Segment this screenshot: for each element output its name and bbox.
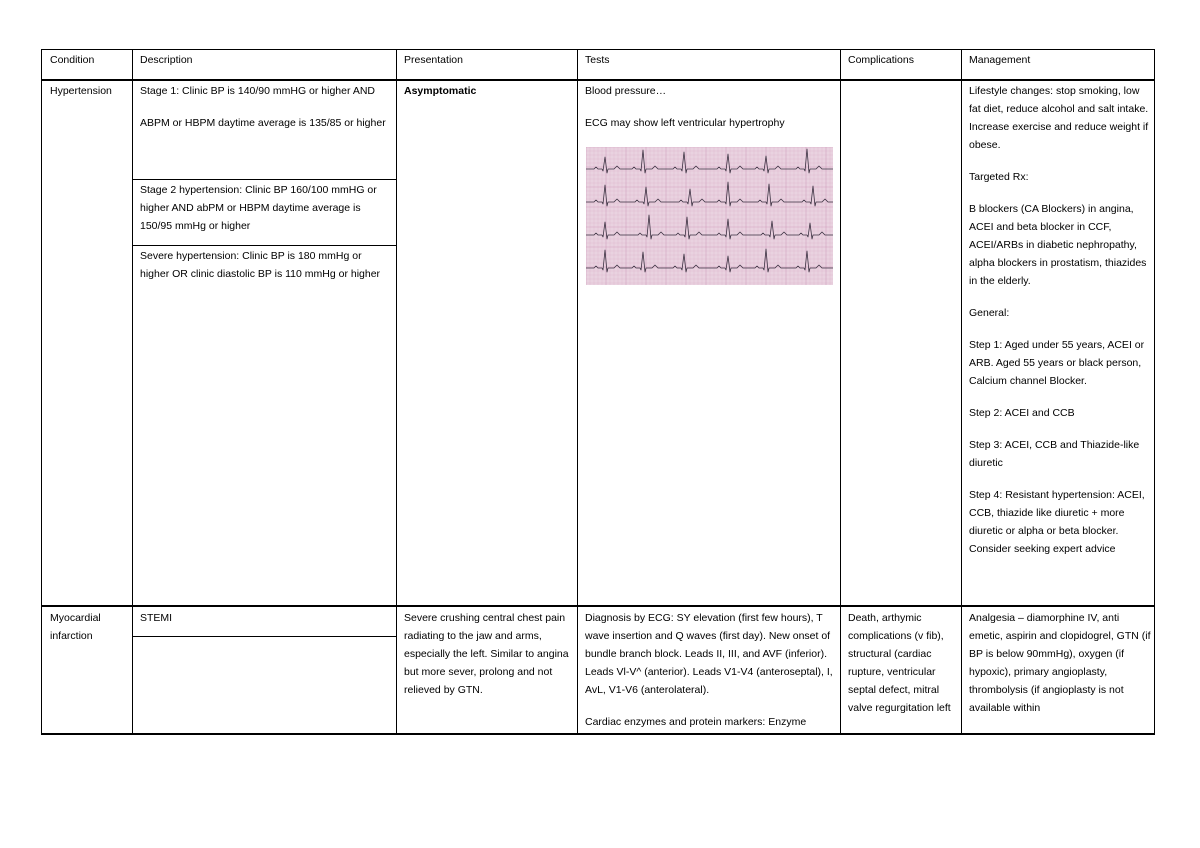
hypertension-condition: Hypertension: [50, 85, 112, 97]
mi-condition: Myocardial infarction: [50, 612, 101, 642]
table-bottom-border: [41, 733, 1155, 735]
management-step-2: Step 2: ACEI and CCB: [969, 407, 1075, 419]
mi-description: STEMI: [140, 612, 173, 624]
hypertension-severe: Severe hypertension: Clinic BP is 180 mmHg or higher OR clinic diastolic BP is 110 mmHg or higher: [140, 250, 381, 280]
hypertension-presentation: Asymptomatic: [404, 85, 477, 97]
table-right-border: [1154, 49, 1155, 735]
stage1-criteria-a: Stage 1: Clinic BP is 140/90 mmHG or higher AND: [140, 85, 375, 97]
stemi-divider: [133, 636, 397, 637]
stage2-divider: [133, 245, 397, 246]
header-condition: Condition: [50, 54, 95, 66]
col-divider-1: [132, 49, 133, 735]
hypertension-stage2: Stage 2 hypertension: Clinic BP 160/100 mmHG or higher AND abPM or HBPM daytime average is 150/95 mmHg or higher: [140, 184, 377, 232]
mi-complications: Death, arthymic complications (v fib), structural (cardiac rupture, ventricular septal defect, mitral valve regurgitation left: [848, 612, 951, 714]
header-description: Description: [140, 54, 193, 66]
mi-tests-ecg: Diagnosis by ECG: SY elevation (first few hours), T wave insertion and Q waves (first day). New onset of bundle branch block. Leads II, III, and AVF (inferior). Leads Vl-V^ (anterior). Leads V1-V4 (anteroseptal), I, AvL, V1-V6 (anterolateral).: [585, 612, 833, 696]
management-step-4: Step 4: Resistant hypertension: ACEI, CCB, thiazide like diuretic + more diuretic or alpha or beta blocker. Consider seeking expert advice: [969, 489, 1145, 555]
hypertension-stage1: [140, 82, 392, 132]
mi-tests: [585, 609, 837, 733]
col-divider-2: [396, 49, 397, 735]
hypertension-management: [969, 82, 1149, 558]
header-bottom-border: [41, 79, 1155, 81]
mi-presentation: Severe crushing central chest pain radiating to the jaw and arms, especially the left. Similar to angina but more sever, prolong and not relieved by GTN.: [404, 612, 569, 696]
stage1-divider: [133, 179, 397, 180]
condition-table: [41, 49, 1155, 735]
hypertension-tests: [585, 82, 837, 132]
ecg-strip-image: [586, 147, 833, 285]
management-step-3: Step 3: ACEI, CCB and Thiazide-like diuretic: [969, 439, 1140, 469]
management-targeted-rx: B blockers (CA Blockers) in angina, ACEI and beta blocker in CCF, ACEI/ARBs in diabetic nephropathy, alpha blockers in prostatism, thiazides in the elderly.: [969, 203, 1147, 287]
management-targeted-heading: Targeted Rx:: [969, 171, 1029, 183]
mi-tests-enzymes: Cardiac enzymes and protein markers: Enzyme: [585, 716, 807, 728]
stage1-criteria-b: ABPM or HBPM daytime average is 135/85 or higher: [140, 117, 386, 129]
header-complications: Complications: [848, 54, 914, 66]
table-top-border: [41, 49, 1155, 50]
header-tests: Tests: [585, 54, 610, 66]
management-lifestyle: Lifestyle changes: stop smoking, low fat diet, reduce alcohol and salt intake. Increase exercise and reduce weight if obese.: [969, 85, 1149, 151]
tests-blood-pressure: Blood pressure…: [585, 85, 667, 97]
table-left-border: [41, 49, 42, 735]
management-step-1: Step 1: Aged under 55 years, ACEI or ARB. Aged 55 years or black person, Calcium channel Blocker.: [969, 339, 1145, 387]
mi-management: Analgesia – diamorphine IV, anti emetic, aspirin and clopidogrel, GTN (if BP is below 90mmHg), oxygen (if hypoxic), primary angioplasty, thrombolysis (if angioplasty is not available within: [969, 612, 1151, 714]
col-divider-3: [577, 49, 578, 735]
management-general-heading: General:: [969, 307, 1010, 319]
col-divider-4: [840, 49, 841, 735]
header-presentation: Presentation: [404, 54, 463, 66]
hypertension-row-border: [41, 605, 1155, 607]
header-management: Management: [969, 54, 1031, 66]
tests-ecg: ECG may show left ventricular hypertrophy: [585, 117, 785, 129]
col-divider-5: [961, 49, 962, 735]
